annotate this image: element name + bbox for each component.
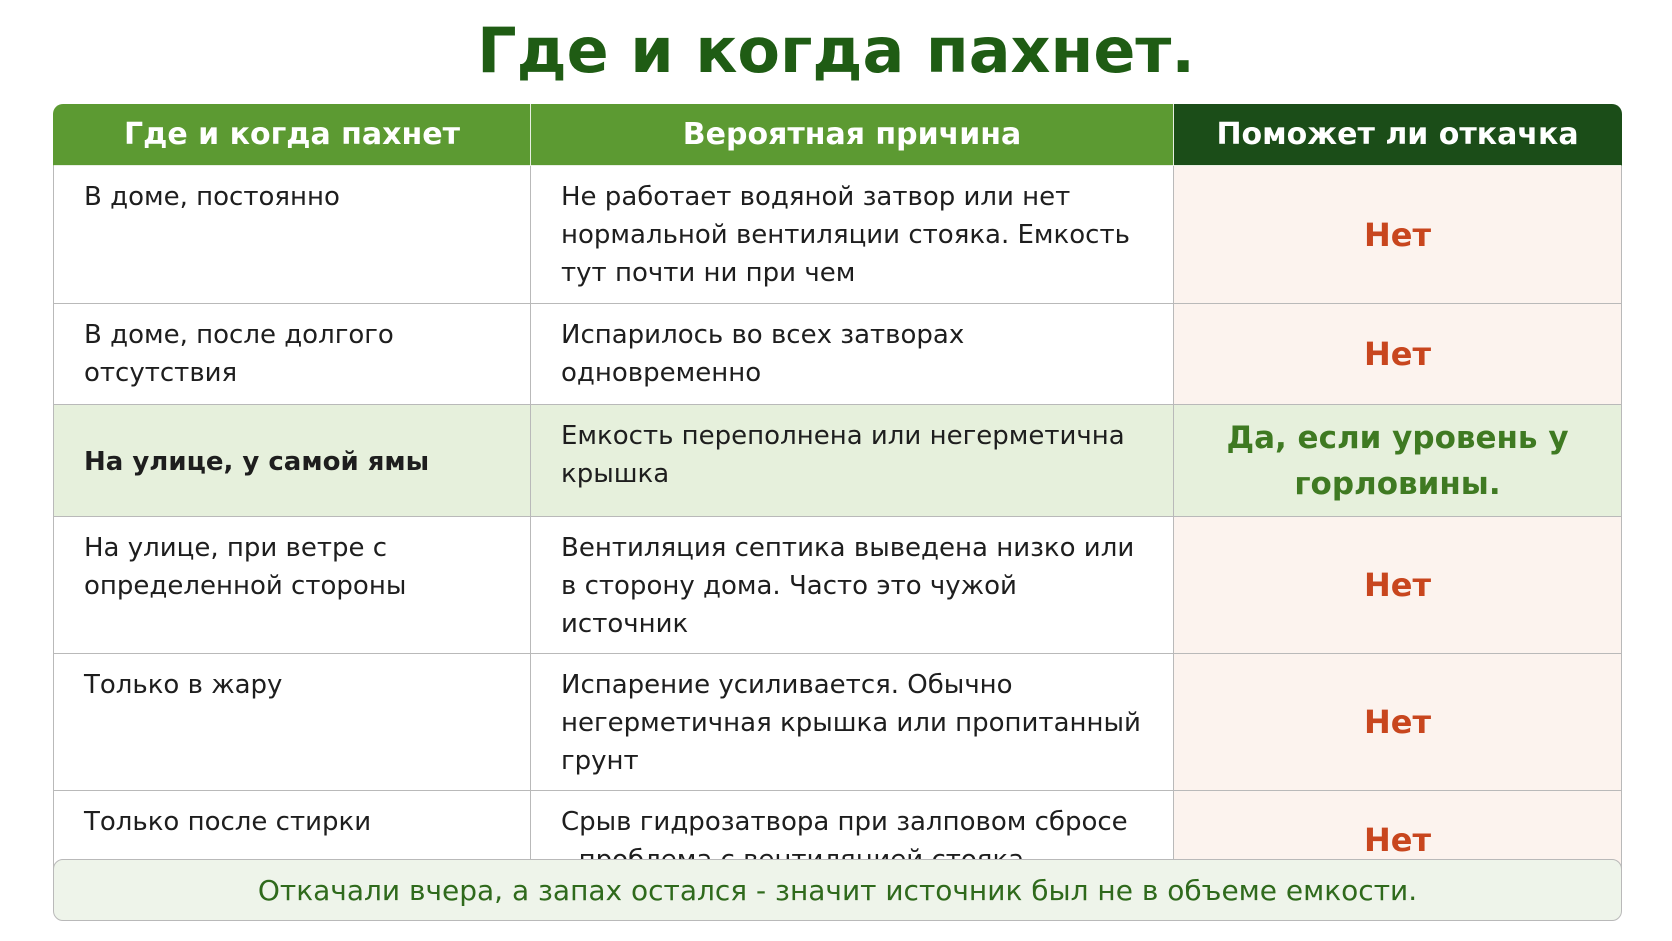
cell-where: На улице, при ветре с определенной стороны — [53, 517, 531, 654]
cell-where: На улице, у самой ямы — [53, 405, 531, 517]
cell-where: Только после стирки — [53, 791, 531, 890]
cell-cause: Срыв гидрозатвора при залповом сбросе — [531, 791, 1174, 890]
cell-cause: Емкость переполнена или негерметична крышка — [531, 405, 1174, 517]
table-row — [53, 304, 1622, 405]
table-row — [53, 654, 1622, 791]
table-row — [53, 166, 1622, 304]
cell-cause: Вентиляция септика выведена низко или в сторону дома. Часто это чужой источник — [531, 517, 1174, 654]
cell-pump-answer: Нет — [1174, 166, 1622, 304]
cell-pump-answer: Да, если уровень у горловины. — [1174, 405, 1622, 517]
cell-pump-answer: Нет — [1174, 791, 1622, 890]
table-row-highlighted — [53, 405, 1622, 517]
column-header-where: Где и когда пахнет — [53, 104, 531, 166]
cell-pump-answer: Нет — [1174, 517, 1622, 654]
cell-cause: Испарение усиливается. Обычно негерметичная крышка или пропитанный грунт — [531, 654, 1174, 791]
cell-pump-answer: Нет — [1174, 304, 1622, 405]
column-header-pump: Поможет ли откачка — [1174, 104, 1622, 166]
table-row — [53, 517, 1622, 654]
odor-table — [53, 104, 1622, 890]
table-header-row — [53, 104, 1622, 166]
page-title: Где и когда пахнет. — [477, 14, 1195, 87]
cell-cause: Испарилось во всех затворах одновременно — [531, 304, 1174, 405]
column-header-cause: Вероятная причина — [531, 104, 1174, 166]
cell-pump-answer: Нет — [1174, 654, 1622, 791]
cell-where: Только в жару — [53, 654, 531, 791]
cell-where: В доме, постоянно — [53, 166, 531, 304]
cell-cause: Не работает водяной затвор или нет нормальной вентиляции стояка. Емкость тут почти ни при чем — [531, 166, 1174, 304]
cell-where: В доме, после долгого отсутствия — [53, 304, 531, 405]
footer-note: Откачали вчера, а запах остался - значит источник был не в объеме емкости. — [53, 859, 1622, 921]
